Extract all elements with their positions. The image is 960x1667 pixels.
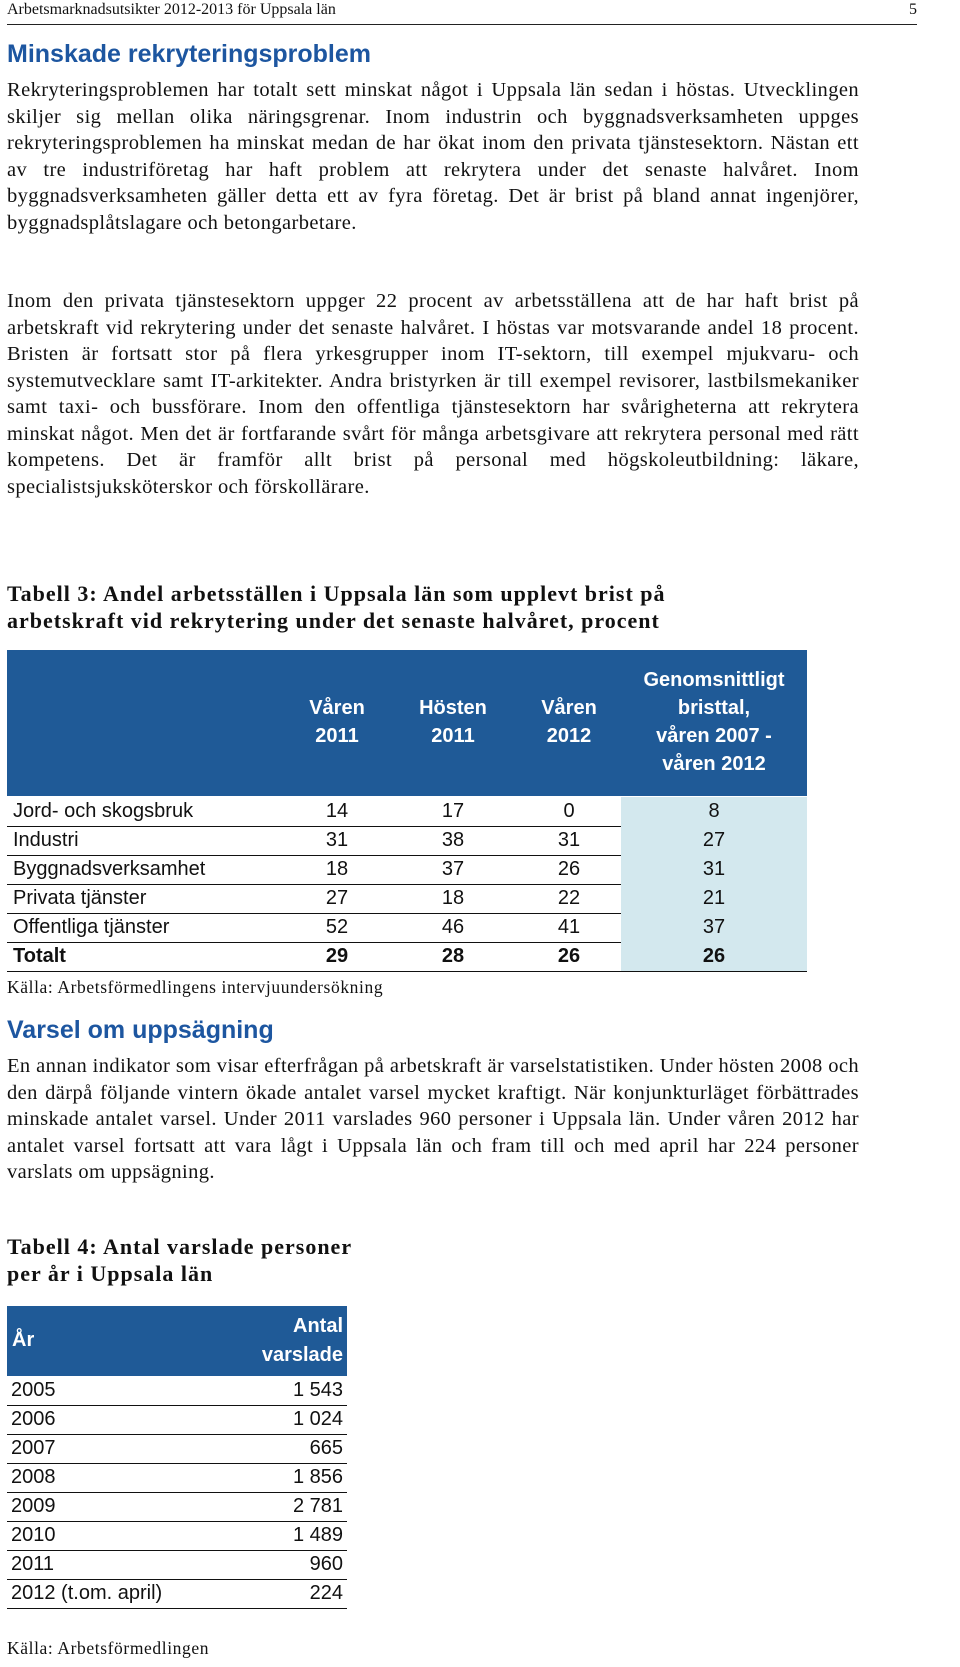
header-ar: År [12,1329,35,1351]
cell-hosten-2011: 37 [441,858,465,880]
cell-varen-2011: 14 [325,800,349,822]
table4-caption [7,1233,352,1287]
cell-varen-2011: 52 [325,916,349,938]
cell-hosten-2011: 17 [441,800,465,822]
row-label: Privata tjänster [13,887,147,909]
table3-caption [7,580,666,634]
cell-varen-2011: 31 [325,829,349,851]
header-hosten-2011: Hösten 2011 [419,697,487,747]
page-number: 5 [909,1,917,18]
table3-source: Källa: Arbetsförmedlingens intervjuundersökning [7,977,384,997]
table3-header [7,650,807,796]
cell-year: 2011 [11,1553,55,1575]
table-row [7,1463,347,1493]
cell-varen-2012: 26 [557,945,581,967]
cell-count: 665 [309,1437,343,1459]
cell-genomsnitt: 31 [621,855,807,884]
table-row [7,1405,347,1435]
header-varen-2011: Våren 2011 [309,697,365,747]
header-genomsnitt: Genomsnittligt bristtal, våren 2007 - våren 2012 [643,669,785,775]
header-varen-2012: Våren 2012 [541,697,597,747]
table3-caption-line1: Tabell 3: Andel arbetsställen i Uppsala län som upplevt brist på [7,581,666,606]
cell-varen-2011: 18 [325,858,349,880]
cell-varen-2012: 0 [563,800,575,822]
table-row [7,1434,347,1464]
cell-genomsnitt: 26 [621,942,807,971]
row-label: Jord- och skogsbruk [13,800,194,822]
cell-count: 224 [309,1582,343,1604]
table-row [7,1550,347,1580]
cell-varen-2011: 29 [325,945,349,967]
table-row [7,884,807,914]
header-title: Arbetsmarknadsutsikter 2012-2013 för Uppsala län [7,1,336,18]
cell-varen-2012: 26 [557,858,581,880]
cell-genomsnitt: 8 [621,797,807,826]
paragraph-3: En annan indikator som visar efterfrågan på arbetskraft är varselstatistiken. Under hösten 2008 och den därpå följande vintern ökade antalet varsel mycket kraftigt. När konjunkturläget förbättrades minskade antalet varsel. Under 2011 varslades 960 personer i Uppsala län. Under våren 2012 har antalet varsel fortsatt att vara lågt i Uppsala län och fram till och med april har 224 personer varslats om uppsägning. [7,1055,859,1183]
paragraph-1: Rekryteringsproblemen har totalt sett minskat något i Uppsala län sedan i höstas. Utvecklingen skiljer sig mellan olika näringsgrenar. Inom industrin och byggnadsverksamheten uppges rekryteringsproblemen ha minskat medan de har ökat inom den privata tjänstesektorn. Nästan ett av tre industriföretag har haft problem att rekrytera under det senaste halvåret. Inom byggnadsverksamheten gäller detta ett av fyra företag. Det är brist på bland annat ingenjörer, byggnadsplåtslagare och betongarbetare. [7,79,859,234]
page-header [7,0,917,25]
cell-count: 1 489 [292,1524,343,1546]
table-row [7,913,807,943]
cell-varen-2011: 27 [325,887,349,909]
table4-caption-line1: Tabell 4: Antal varslade personer [7,1234,353,1259]
table-row [7,1579,347,1609]
row-label: Offentliga tjänster [13,916,170,938]
cell-varen-2012: 31 [557,829,581,851]
cell-count: 1 024 [292,1408,343,1430]
cell-year: 2007 [11,1437,56,1459]
cell-year: 2009 [11,1495,56,1517]
header-antal-varslade: Antal varslade [261,1315,343,1366]
section-heading-varsel: Varsel om uppsägning [7,1016,274,1044]
cell-hosten-2011: 38 [441,829,465,851]
cell-count: 2 781 [292,1495,343,1517]
cell-year: 2006 [11,1408,56,1430]
paragraph-2: Inom den privata tjänstesektorn uppger 22 procent av arbetsställena att de har haft brist på arbetskraft vid rekrytering under det senaste halvåret. I höstas var motsvarande andel 18 procent. Bristen är fortsatt stor på flera yrkesgrupper inom IT-sektorn, till exempel mjukvaru- och systemutvecklare samt IT-arkitekter. Andra bristyrken är till exempel revisorer, lastbilsmekaniker samt taxi- och bussförare. Inom den offentliga tjänstesektorn har svårigheterna att rekrytera minskat något. Men det är fortfarande svårt för många arbetsgivare att rekrytera personal med rätt kompetens. Det är framför allt brist på personal med högskoleutbildning: läkare, specialistsjuksköterskor och förskollärare. [7,290,859,498]
table-row [7,826,807,856]
cell-count: 1 543 [292,1379,343,1401]
cell-varen-2012: 41 [557,916,581,938]
row-label: Totalt [13,945,66,967]
cell-hosten-2011: 18 [441,887,465,909]
table-row [7,797,807,827]
row-label: Industri [13,829,79,851]
cell-year: 2008 [11,1466,56,1488]
row-label: Byggnadsverksamhet [13,858,206,880]
cell-count: 1 856 [292,1466,343,1488]
cell-year: 2012 (t.om. april) [11,1582,163,1604]
table-row [7,1521,347,1551]
table-row [7,1376,347,1406]
cell-year: 2010 [11,1524,56,1546]
cell-varen-2012: 22 [557,887,581,909]
table4-header [7,1306,347,1376]
cell-genomsnitt: 37 [621,913,807,942]
table3-caption-line2: arbetskraft vid rekrytering under det senaste halvåret, procent [7,608,660,633]
table4-source: Källa: Arbetsförmedlingen [7,1638,210,1658]
section-heading-rekrytering: Minskade rekryteringsproblem [7,40,372,68]
cell-genomsnitt: 27 [621,826,807,855]
cell-year: 2005 [11,1379,56,1401]
cell-hosten-2011: 46 [441,916,465,938]
cell-hosten-2011: 28 [441,945,465,967]
table-row [7,942,807,972]
table4-caption-line2: per år i Uppsala län [7,1261,214,1286]
table-row [7,855,807,885]
cell-genomsnitt: 21 [621,884,807,913]
cell-count: 960 [309,1553,343,1575]
table-row [7,1492,347,1522]
